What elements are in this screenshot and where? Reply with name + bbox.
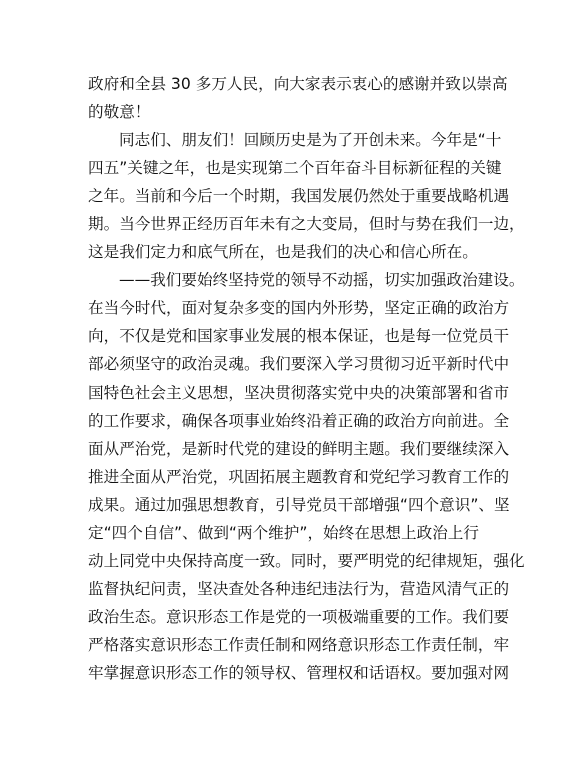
text-line: 同志们、朋友们！回顾历史是为了开创未来。今年是“十: [119, 131, 502, 150]
text-line: 这是我们定力和底气所在，也是我们的决心和信心所在。: [88, 243, 478, 262]
text-line: 定“四个自信”、做到“两个维护”，始终在思想上政治上行: [88, 523, 479, 542]
text-line: 严格落实意识形态工作责任制和网络意识形态工作责任制，牢: [88, 635, 510, 654]
text-line: 向，不仅是党和国家事业发展的根本保证，也是每一位党员干: [88, 327, 510, 346]
text-line: 监督执纪问责，坚决查处各种违纪违法行为，营造风清气正的: [88, 579, 510, 598]
body-text: [88, 70, 525, 687]
text-line: 政府和全县 30 多万人民，向大家表示衷心的感谢并致以崇高: [88, 75, 508, 93]
text-line: 部必须坚守的政治灵魂。我们要深入学习贯彻习近平新时代中: [88, 355, 510, 374]
text-line: 的工作要求，确保各项事业始终沿着正确的政治方向前进。全: [88, 411, 510, 430]
text-line: 推进全面从严治党，巩固拓展主题教育和党纪学习教育工作的: [88, 467, 510, 486]
text-line: 牢掌握意识形态工作的领导权、管理权和话语权。要加强对网: [88, 663, 510, 682]
text-line: 动上同党中央保持高度一致。同时，要严明党的纪律规矩，强化: [88, 551, 525, 570]
text-line: 期。当今世界正经历百年未有之大变局，但时与势在我们一边，: [88, 215, 525, 234]
text-line: 成果。通过加强思想教育，引导党员干部增强“四个意识”、坚: [88, 495, 510, 514]
text-line: ——我们要始终坚持党的领导不动摇，切实加强政治建设。: [119, 271, 525, 290]
text-line: 面从严治党，是新时代党的建设的鲜明主题。我们要继续深入: [88, 439, 510, 458]
text-line: 国特色社会主义思想，坚决贯彻落实党中央的决策部署和省市: [88, 383, 510, 402]
text-line: 之年。当前和今后一个时期，我国发展仍然处于重要战略机遇: [88, 187, 510, 206]
text-line: 政治生态。意识形态工作是党的一项极端重要的工作。我们要: [88, 607, 510, 626]
text-line: 四五”关键之年，也是实现第二个百年奋斗目标新征程的关键: [88, 159, 502, 178]
text-line: 在当今时代，面对复杂多变的国内外形势，坚定正确的政治方: [88, 299, 510, 318]
text-line: 的敬意！: [88, 103, 151, 122]
